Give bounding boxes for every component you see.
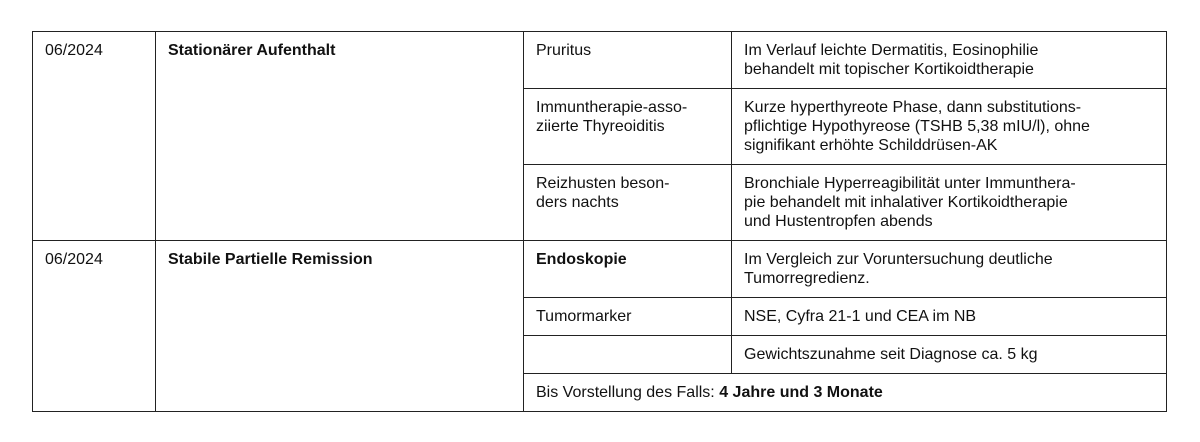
finding-label-cell xyxy=(524,298,732,336)
event-title: Stabile Partielle Remission xyxy=(168,251,373,268)
summary-prefix: Bis Vorstellung des Falls: xyxy=(536,384,720,401)
finding-label-cell xyxy=(524,336,732,374)
finding-description-cell xyxy=(732,32,1167,89)
finding-description: Im Verlauf leichte Dermatitis, Eosinophilie behandelt mit topischer Kortikoidtherapie xyxy=(744,42,1039,78)
finding-description-cell xyxy=(732,89,1167,165)
finding-description: Bronchiale Hyperreagibilität unter Immunthera- pie behandelt mit inhalativer Kortikoidtherapie und Hustentropfen abends xyxy=(744,175,1076,230)
date-cell xyxy=(33,241,156,412)
finding-label: Endoskopie xyxy=(536,251,627,268)
summary-duration: 4 Jahre und 3 Monate xyxy=(719,384,883,401)
date-text: 06/2024 xyxy=(45,251,103,268)
date-cell xyxy=(33,32,156,241)
finding-label: Immuntherapie-asso- ziierte Thyreoiditis xyxy=(536,99,688,135)
event-cell xyxy=(156,32,524,241)
finding-label-cell xyxy=(524,241,732,298)
finding-description: Im Vergleich zur Voruntersuchung deutliche Tumorregredienz. xyxy=(744,251,1053,287)
finding-label-cell xyxy=(524,32,732,89)
finding-label-cell xyxy=(524,89,732,165)
case-timeline-table xyxy=(32,31,1167,412)
summary-cell xyxy=(524,374,1167,412)
event-cell xyxy=(156,241,524,412)
finding-description-cell xyxy=(732,298,1167,336)
finding-description: Kurze hyperthyreote Phase, dann substitutions- pflichtige Hypothyreose (TSHB 5,38 mIU/l), ohne signifikant erhöhte Schilddrüsen-AK xyxy=(744,99,1090,154)
finding-description: NSE, Cyfra 21-1 und CEA im NB xyxy=(744,308,977,325)
table-row xyxy=(33,241,1167,298)
finding-description-cell xyxy=(732,336,1167,374)
finding-description-cell xyxy=(732,165,1167,241)
finding-description-cell xyxy=(732,241,1167,298)
event-title: Stationärer Aufenthalt xyxy=(168,42,336,59)
date-text: 06/2024 xyxy=(45,42,103,59)
table-row xyxy=(33,32,1167,89)
finding-label: Tumormarker xyxy=(536,308,632,325)
finding-label: Pruritus xyxy=(536,42,592,59)
finding-label: Reizhusten beson- ders nachts xyxy=(536,175,670,211)
finding-description: Gewichtszunahme seit Diagnose ca. 5 kg xyxy=(744,346,1038,363)
finding-label-cell xyxy=(524,165,732,241)
